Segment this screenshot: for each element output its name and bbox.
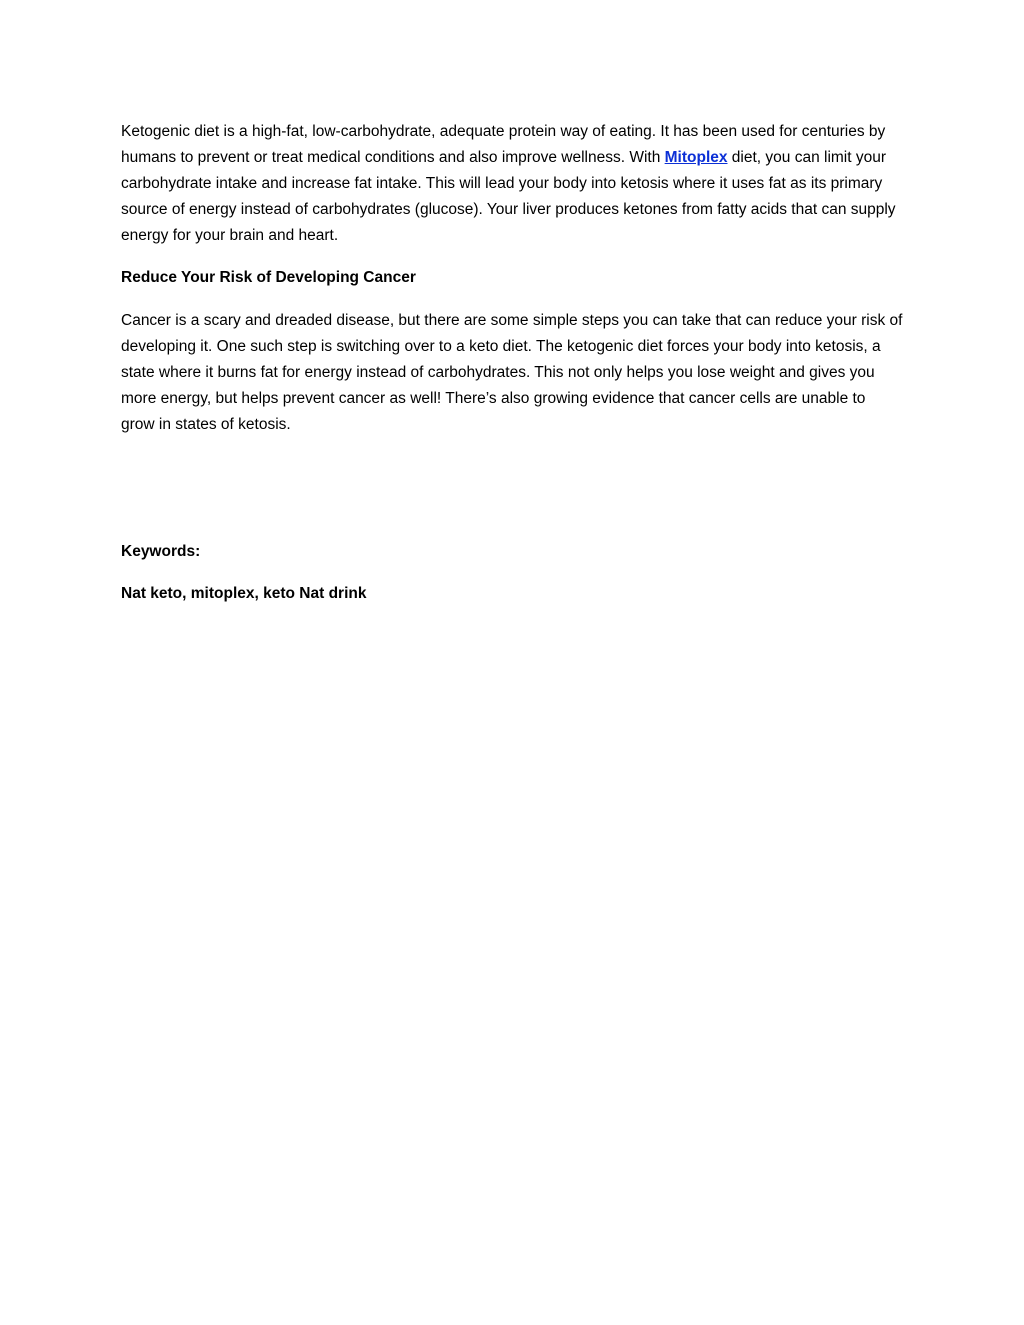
- cancer-paragraph: Cancer is a scary and dreaded disease, but there are some simple steps you can take that can reduce your risk of developing it. One such step is switching over to a keto diet. The ketogenic diet forces your body into ketosis, a state where it burns fat for energy instead of carbohydrates. This not only helps you lose weight and gives you more energy, but helps prevent cancer as well! There’s also growing evidence that cancer cells are unable to grow in states of ketosis.: [121, 312, 903, 433]
- mitoplex-link[interactable]: Mitoplex: [664, 149, 728, 166]
- section-heading: Reduce Your Risk of Developing Cancer: [121, 269, 416, 286]
- intro-paragraph: [121, 119, 903, 249]
- keywords-list: Nat keto, mitoplex, keto Nat drink: [121, 585, 367, 602]
- intro-text-after-link: diet, you can limit your carbohydrate intake and increase fat intake. This will lead your body into ketosis where it uses fat as its primary source of energy instead of carbohydrates (glucose). Your liver produces ketones from fatty acids that can supply energy for your brain and heart.: [121, 149, 896, 244]
- intro-text-before-link: Ketogenic diet is a high-fat, low-carbohydrate, adequate protein way of eating. It has been used for centuries by humans to prevent or treat medical conditions and also improve wellness. With: [121, 123, 886, 166]
- keywords-label: Keywords:: [121, 543, 201, 560]
- document-body: [121, 119, 903, 438]
